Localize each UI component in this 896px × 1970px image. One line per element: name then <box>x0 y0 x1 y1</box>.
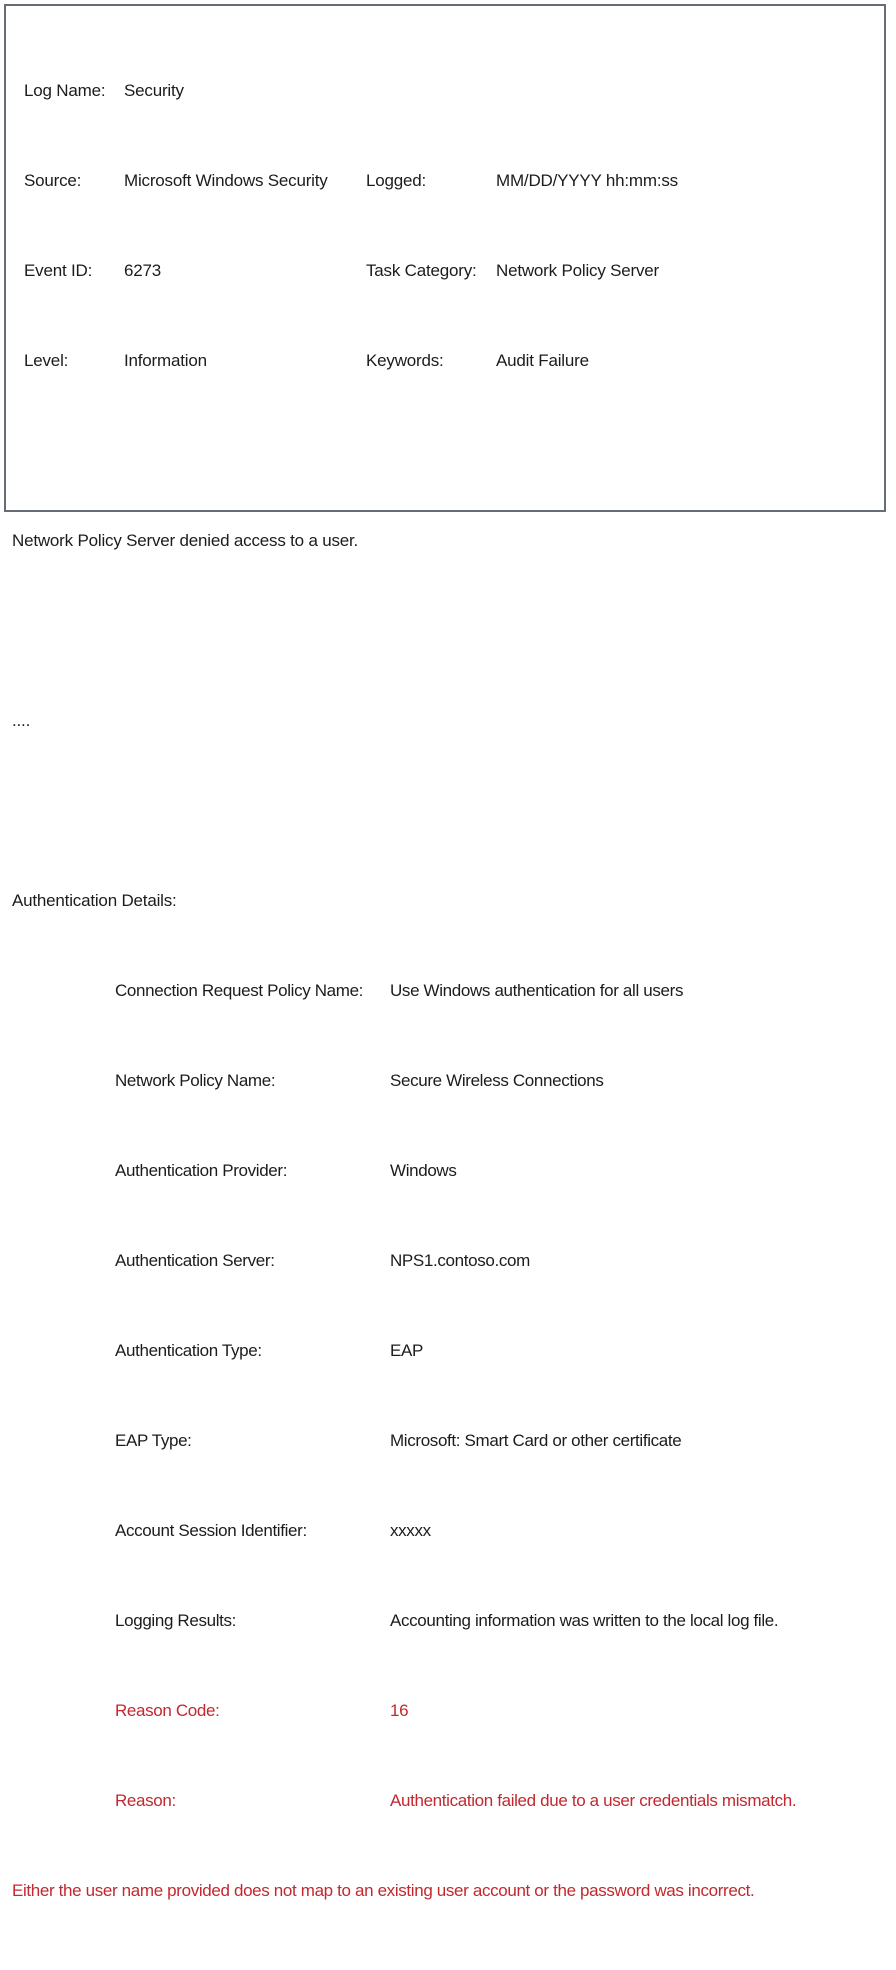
detail-value: Accounting information was written to the local log file. <box>390 1610 779 1630</box>
detail-value: EAP <box>390 1340 423 1360</box>
detail-row-reason <box>12 1790 878 1813</box>
log-name-label: Log Name: <box>24 80 106 100</box>
detail-label: Logging Results: <box>115 1610 237 1630</box>
detail-label: Account Session Identifier: <box>115 1520 307 1540</box>
source-value: Microsoft Windows Security <box>124 170 328 190</box>
event-description: Network Policy Server denied access to a user. <box>12 530 359 550</box>
detail-label: Authentication Type: <box>115 1340 262 1360</box>
event-log-panel <box>4 4 886 1900</box>
logged-value: MM/DD/YYYY hh:mm:ss <box>496 170 678 190</box>
reason-footnote: Either the user name provided does not map to an existing user account or the password was incorrect. <box>12 1880 755 1900</box>
detail-row-account-session-identifier <box>12 1520 878 1543</box>
header-row-level-keywords <box>12 350 878 373</box>
detail-value: Windows <box>390 1160 457 1180</box>
blank-line <box>12 800 878 823</box>
detail-label: Reason: <box>115 1790 176 1810</box>
detail-row-reason-code <box>12 1700 878 1723</box>
task-category-label: Task Category: <box>366 260 477 280</box>
event-log-content <box>6 6 884 1970</box>
event-id-label: Event ID: <box>24 260 93 280</box>
detail-label: Connection Request Policy Name: <box>115 980 364 1000</box>
detail-label: Network Policy Name: <box>115 1070 276 1090</box>
authentication-details-heading: Authentication Details: <box>12 890 177 910</box>
detail-row-eap-type <box>12 1430 878 1453</box>
header-row-log-name <box>12 80 878 103</box>
detail-label: Authentication Server: <box>115 1250 275 1270</box>
detail-value: Use Windows authentication for all users <box>390 980 684 1000</box>
detail-label: Authentication Provider: <box>115 1160 288 1180</box>
detail-value: NPS1.contoso.com <box>390 1250 530 1270</box>
detail-row-authentication-type <box>12 1340 878 1363</box>
detail-value: xxxxx <box>390 1520 431 1540</box>
detail-row-authentication-provider <box>12 1160 878 1183</box>
detail-row-authentication-server <box>12 1250 878 1273</box>
detail-value: Authentication failed due to a user credentials mismatch. <box>390 1790 797 1810</box>
blank-line <box>12 440 878 463</box>
task-category-value: Network Policy Server <box>496 260 660 280</box>
source-label: Source: <box>24 170 82 190</box>
detail-label: Reason Code: <box>115 1700 220 1720</box>
level-label: Level: <box>24 350 69 370</box>
logged-label: Logged: <box>366 170 427 190</box>
level-value: Information <box>124 350 207 370</box>
detail-value: Microsoft: Smart Card or other certificate <box>390 1430 682 1450</box>
detail-row-connection-request-policy <box>12 980 878 1003</box>
ellipsis-text: .... <box>12 710 31 730</box>
keywords-label: Keywords: <box>366 350 444 370</box>
detail-row-network-policy-name <box>12 1070 878 1093</box>
detail-value: 16 <box>390 1700 409 1720</box>
detail-value: Secure Wireless Connections <box>390 1070 604 1090</box>
detail-row-logging-results <box>12 1610 878 1633</box>
keywords-value: Audit Failure <box>496 350 589 370</box>
detail-label: EAP Type: <box>115 1430 192 1450</box>
header-row-event-id-task-category <box>12 260 878 283</box>
blank-line <box>12 620 878 643</box>
header-row-source-logged <box>12 170 878 193</box>
event-id-value: 6273 <box>124 260 162 280</box>
log-name-value: Security <box>124 80 184 100</box>
